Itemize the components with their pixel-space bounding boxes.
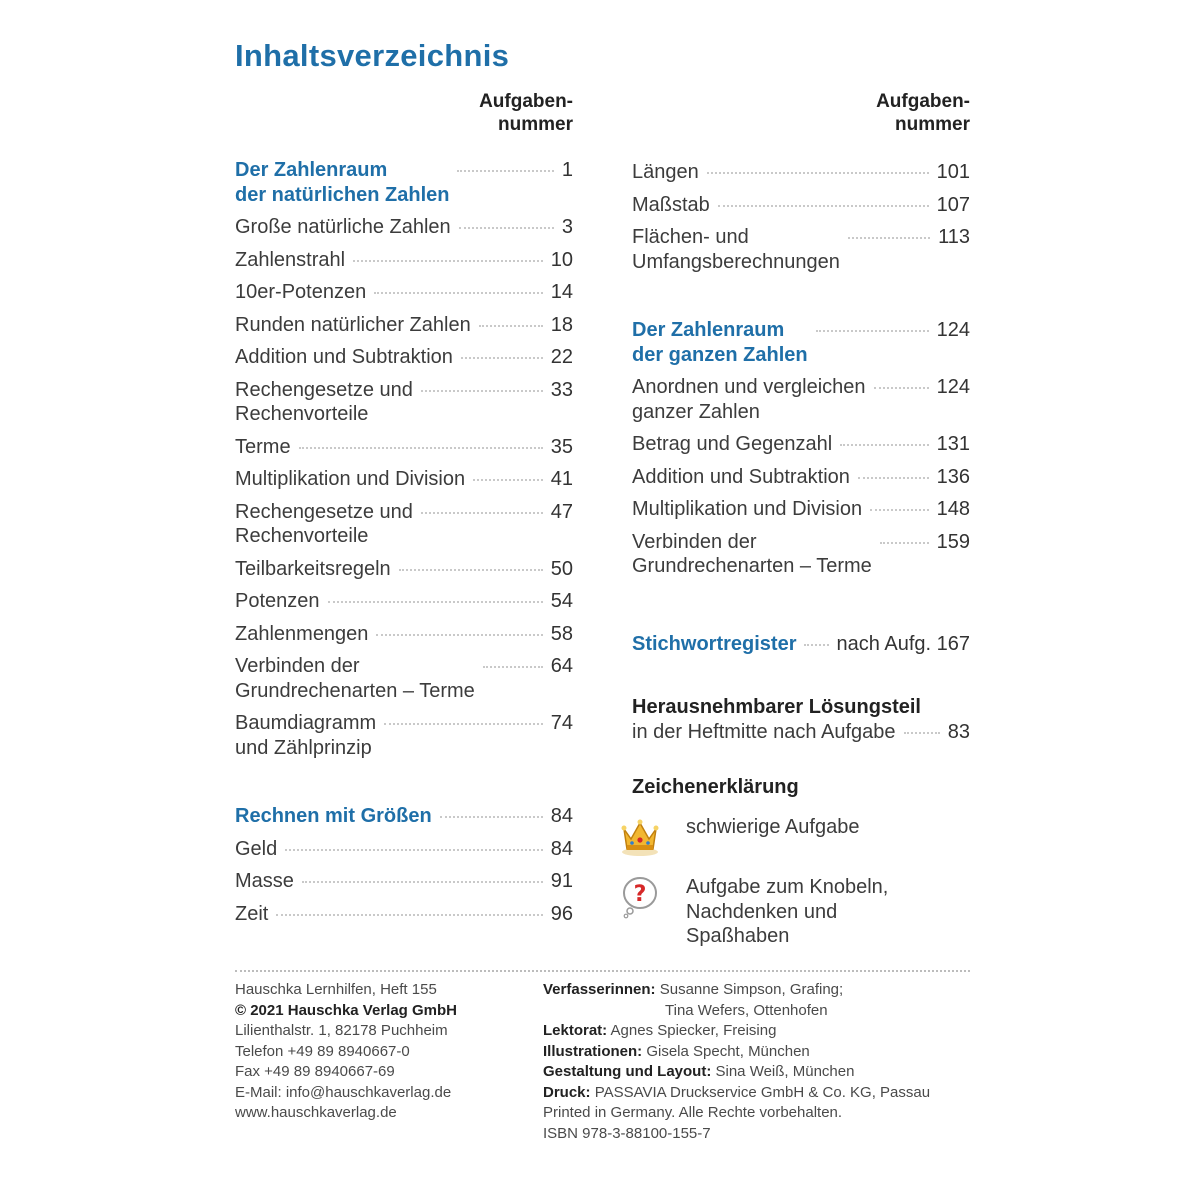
- toc-entry-title: [632, 465, 850, 490]
- toc-entry-title: [632, 375, 866, 424]
- toc-entry-number: 22: [550, 346, 573, 368]
- toc-entry[interactable]: [235, 313, 573, 338]
- toc-entry-title: [235, 622, 368, 647]
- imprint-credits: [543, 980, 930, 1144]
- leader-dots: [848, 237, 930, 239]
- toc-entry-line: Zahlenmengen: [235, 622, 369, 645]
- leader-dots: [374, 292, 543, 294]
- credit-text: Gisela Specht, München: [646, 1042, 810, 1060]
- credit-text: Agnes Spiecker, Freising: [610, 1022, 777, 1039]
- toc-entry-number: 136: [936, 465, 970, 488]
- toc-entry-line: Längen: [632, 161, 699, 183]
- leader-dots: [276, 914, 542, 916]
- toc-entry-line: Zahlenstrahl: [235, 248, 346, 271]
- left-column-header: Aufgaben- nummer: [479, 91, 573, 135]
- toc-entry-number: 124: [936, 319, 970, 341]
- toc-entry-line: Masse: [235, 870, 294, 892]
- toc-section-heading[interactable]: [235, 158, 573, 207]
- toc-entry-title: [235, 467, 465, 492]
- toc-entry-title: [235, 902, 268, 927]
- credit-label: Lektorat:: [543, 1022, 608, 1039]
- toc-entry-line: Maßstab: [632, 193, 710, 216]
- toc-entry-number: 91: [550, 870, 573, 892]
- credit-text: Printed in Germany. Alle Rechte vorbehalten.: [543, 1104, 843, 1121]
- toc-entry-line: Verbinden der: [235, 655, 360, 677]
- register-entry: [632, 632, 970, 665]
- toc-entry[interactable]: [632, 497, 970, 522]
- toc-entry-line: Große natürliche Zahlen: [235, 216, 451, 238]
- toc-entry-number: 33: [550, 378, 573, 401]
- page-title: Inhaltsverzeichnis: [235, 38, 510, 73]
- toc-entry[interactable]: [235, 500, 573, 549]
- toc-entry-line: Grundrechenarten – Terme: [235, 679, 475, 702]
- toc-entry-number: 58: [550, 622, 573, 645]
- credit-text: PASSAVIA Druckservice GmbH & Co. KG, Passau: [594, 1083, 931, 1101]
- leader-dots: [904, 732, 940, 734]
- toc-entry[interactable]: [235, 869, 573, 894]
- toc-entry-title: [632, 193, 710, 218]
- toc-entry-title: [632, 160, 699, 185]
- credit-label: Gestaltung und Layout:: [543, 1063, 712, 1080]
- toc-entry-number: 159: [936, 530, 970, 553]
- toc-entry-line: Geld: [235, 837, 278, 860]
- credit-line: [543, 1062, 930, 1083]
- toc-entry[interactable]: [632, 375, 970, 424]
- solutions-text: in der Heftmitte nach Aufgabe: [632, 720, 896, 743]
- toc-entry[interactable]: [632, 193, 970, 218]
- toc-entry-line: Terme: [235, 435, 291, 458]
- toc-entry-number: 124: [936, 376, 970, 398]
- leader-dots: [421, 390, 543, 392]
- toc-entry-line: Umfangsberechnungen: [632, 250, 840, 273]
- toc-entry-title: [235, 313, 471, 338]
- toc-entry-line: Flächen- und: [632, 226, 749, 248]
- toc-entry-number: 148: [936, 498, 970, 520]
- toc-entry-title: [235, 711, 376, 760]
- credit-text: ISBN 978-3-88100-155-7: [543, 1124, 711, 1142]
- toc-entry-title: [235, 804, 432, 829]
- crown-icon: [620, 815, 660, 859]
- toc-entry-line: Rechengesetze und: [235, 378, 413, 401]
- toc-entry-title: [632, 530, 872, 579]
- toc-entry-title: [235, 589, 320, 614]
- toc-entry[interactable]: [235, 557, 573, 582]
- toc-entry[interactable]: [235, 711, 573, 760]
- toc-entry-line: Multiplikation und Division: [632, 498, 863, 520]
- leader-dots: [718, 205, 929, 207]
- toc-entry-title: [235, 837, 277, 862]
- credit-line: [543, 1042, 930, 1063]
- toc-entry-line: Baumdiagramm: [235, 712, 377, 734]
- toc-section-heading[interactable]: [235, 804, 573, 829]
- leader-dots: [399, 569, 543, 571]
- leader-dots: [353, 260, 543, 262]
- leader-dots: [457, 170, 553, 172]
- credit-text: Tina Wefers, Ottenhofen: [665, 1001, 828, 1019]
- toc-entry-number: 14: [550, 281, 573, 303]
- toc-entry-title: [235, 158, 449, 207]
- toc-entry[interactable]: [632, 530, 970, 579]
- toc-entry-title: [235, 248, 345, 273]
- toc-entry-number: 1: [561, 159, 573, 181]
- leader-dots: [473, 479, 543, 481]
- toc-entry-title: [632, 225, 840, 274]
- credit-line: [543, 1001, 930, 1022]
- leader-dots: [816, 330, 929, 332]
- toc-entry-line: Potenzen: [235, 590, 320, 612]
- toc-entry-line: Verbinden der: [632, 530, 757, 553]
- credit-line: [543, 980, 930, 1001]
- toc-entry-title: [235, 280, 366, 305]
- right-toc-column: [632, 160, 970, 587]
- toc-entry-number: 84: [550, 805, 573, 827]
- register-number: nach Aufg. 167: [836, 633, 970, 655]
- imprint-line: Lilienthalstr. 1, 82178 Puchheim: [235, 1022, 448, 1039]
- toc-entry-line: Zeit: [235, 902, 269, 925]
- credit-line: [543, 1103, 930, 1124]
- toc-entry[interactable]: [235, 378, 573, 427]
- leader-dots: [804, 644, 828, 646]
- toc-entry-title: [632, 432, 832, 457]
- toc-entry[interactable]: [632, 432, 970, 457]
- toc-entry-line: Teilbarkeitsregeln: [235, 557, 391, 580]
- toc-entry-number: 107: [936, 193, 970, 216]
- right-column-header: Aufgaben- nummer: [876, 91, 970, 135]
- leader-dots: [328, 601, 543, 603]
- toc-entry-number: 54: [550, 590, 573, 612]
- toc-entry-number: 74: [550, 712, 573, 734]
- legend-item-difficult: [620, 815, 859, 859]
- toc-entry[interactable]: [632, 225, 970, 274]
- toc-entry-number: 101: [936, 161, 970, 183]
- toc-entry-title: [235, 557, 391, 582]
- imprint-line: E-Mail: info@hauschkaverlag.de: [235, 1083, 452, 1101]
- legend-label-difficult: schwierige Aufgabe: [686, 816, 860, 838]
- leader-dots: [299, 447, 543, 449]
- solutions-title: Herausnehmbarer Lösungsteil: [632, 696, 921, 718]
- leader-dots: [421, 512, 543, 514]
- toc-entry[interactable]: [632, 160, 970, 185]
- question-bubble-icon: [620, 875, 660, 919]
- leader-dots: [707, 172, 929, 174]
- toc-entry-line: Anordnen und vergleichen: [632, 376, 866, 398]
- toc-entry-line: Rechenvorteile: [235, 525, 369, 547]
- toc-entry-line: Der Zahlenraum: [632, 319, 785, 341]
- leader-dots: [459, 227, 554, 229]
- toc-entry-line: ganzer Zahlen: [632, 400, 760, 423]
- toc-entry-line: Betrag und Gegenzahl: [632, 433, 833, 455]
- toc-entry-title: [235, 654, 475, 703]
- toc-entry[interactable]: [235, 654, 573, 703]
- credit-line: [543, 1021, 930, 1042]
- leader-dots: [880, 542, 929, 544]
- legend-title: Zeichenerklärung: [632, 776, 799, 798]
- credit-label: Druck:: [543, 1083, 591, 1101]
- imprint-line: Telefon +49 89 8940667-0: [235, 1042, 410, 1060]
- credit-text: Susanne Simpson, Grafing;: [659, 981, 844, 998]
- register-label: Stichwortregister: [632, 633, 797, 655]
- imprint-line: www.hauschkaverlag.de: [235, 1104, 397, 1121]
- toc-entry-number: 35: [550, 435, 573, 458]
- credit-text: Sina Weiß, München: [715, 1063, 855, 1080]
- solutions-number: 83: [947, 720, 970, 743]
- leader-dots: [376, 634, 542, 636]
- toc-entry-line: Der Zahlenraum: [235, 159, 388, 181]
- leader-dots: [870, 509, 929, 511]
- toc-entry-title: [235, 345, 453, 370]
- toc-entry[interactable]: [235, 280, 573, 305]
- toc-entry-line: Multiplikation und Division: [235, 468, 466, 490]
- toc-entry-number: 84: [550, 837, 573, 860]
- toc-entry-line: Rechenvorteile: [235, 403, 369, 425]
- left-toc-column: [235, 158, 573, 934]
- toc-entry-line: Addition und Subtraktion: [235, 346, 453, 368]
- toc-entry-line: Grundrechenarten – Terme: [632, 555, 872, 577]
- leader-dots: [302, 881, 543, 883]
- leader-dots: [461, 357, 543, 359]
- credit-line: [543, 1124, 930, 1145]
- toc-entry[interactable]: [235, 902, 573, 927]
- toc-entry-title: [235, 378, 413, 427]
- section-gap: [632, 282, 970, 318]
- legend-item-puzzle: [620, 875, 888, 949]
- toc-entry-line: Addition und Subtraktion: [632, 465, 850, 488]
- toc-entry-number: 131: [936, 433, 970, 455]
- toc-entry-line: der ganzen Zahlen: [632, 343, 808, 366]
- toc-entry-title: [632, 497, 862, 522]
- imprint-line: Hauschka Lernhilfen, Heft 155: [235, 981, 437, 998]
- toc-entry-title: [632, 318, 808, 367]
- toc-section-heading[interactable]: [632, 318, 970, 367]
- toc-entry-title: [235, 215, 451, 240]
- toc-entry[interactable]: [235, 837, 573, 862]
- toc-entry-number: 47: [550, 500, 573, 523]
- toc-entry-number: 10: [550, 248, 573, 271]
- imprint-publisher: [235, 980, 457, 1124]
- toc-entry-number: 96: [550, 902, 573, 925]
- section-gap: [235, 768, 573, 804]
- toc-entry[interactable]: [235, 589, 573, 614]
- toc-entry-title: [235, 500, 413, 549]
- toc-entry-number: 64: [550, 655, 573, 677]
- toc-entry-line: Rechengesetze und: [235, 500, 413, 523]
- toc-entry[interactable]: [235, 345, 573, 370]
- toc-entry-line: 10er-Potenzen: [235, 281, 367, 303]
- toc-entry-number: 50: [550, 557, 573, 580]
- toc-entry-number: 41: [550, 468, 573, 490]
- leader-dots: [479, 325, 543, 327]
- toc-entry-title: [235, 435, 291, 460]
- leader-dots: [874, 387, 929, 389]
- imprint-line: Fax +49 89 8940667-69: [235, 1063, 395, 1080]
- toc-entry[interactable]: [632, 465, 970, 490]
- toc-entry[interactable]: [235, 467, 573, 492]
- credit-line: [543, 1083, 930, 1104]
- toc-entry[interactable]: [235, 248, 573, 273]
- toc-entry[interactable]: [235, 215, 573, 240]
- toc-entry-number: 18: [550, 313, 573, 336]
- toc-entry-line: und Zählprinzip: [235, 736, 372, 759]
- toc-entry-line: Runden natürlicher Zahlen: [235, 313, 471, 336]
- toc-entry-title: [235, 869, 294, 894]
- leader-dots: [483, 666, 543, 668]
- toc-entry[interactable]: [235, 622, 573, 647]
- leader-dots: [384, 723, 543, 725]
- footer-divider: [235, 970, 970, 972]
- credit-label: Illustrationen:: [543, 1042, 643, 1060]
- leader-dots: [840, 444, 928, 446]
- leader-dots: [858, 477, 929, 479]
- credit-label: Verfasserinnen:: [543, 981, 656, 998]
- legend-label-puzzle: Aufgabe zum Knobeln, Nachdenken und Spaßhaben: [686, 876, 889, 947]
- toc-entry-number: 3: [561, 216, 573, 238]
- solutions-entry: [632, 695, 970, 752]
- toc-entry-line: der natürlichen Zahlen: [235, 183, 450, 206]
- toc-entry[interactable]: [235, 435, 573, 460]
- svg-text:?: ?: [633, 882, 647, 907]
- leader-dots: [440, 816, 543, 818]
- toc-entry-number: 113: [938, 226, 970, 248]
- toc-entry-line: Rechnen mit Größen: [235, 805, 432, 827]
- imprint-line: © 2021 Hauschka Verlag GmbH: [235, 1001, 457, 1019]
- leader-dots: [285, 849, 543, 851]
